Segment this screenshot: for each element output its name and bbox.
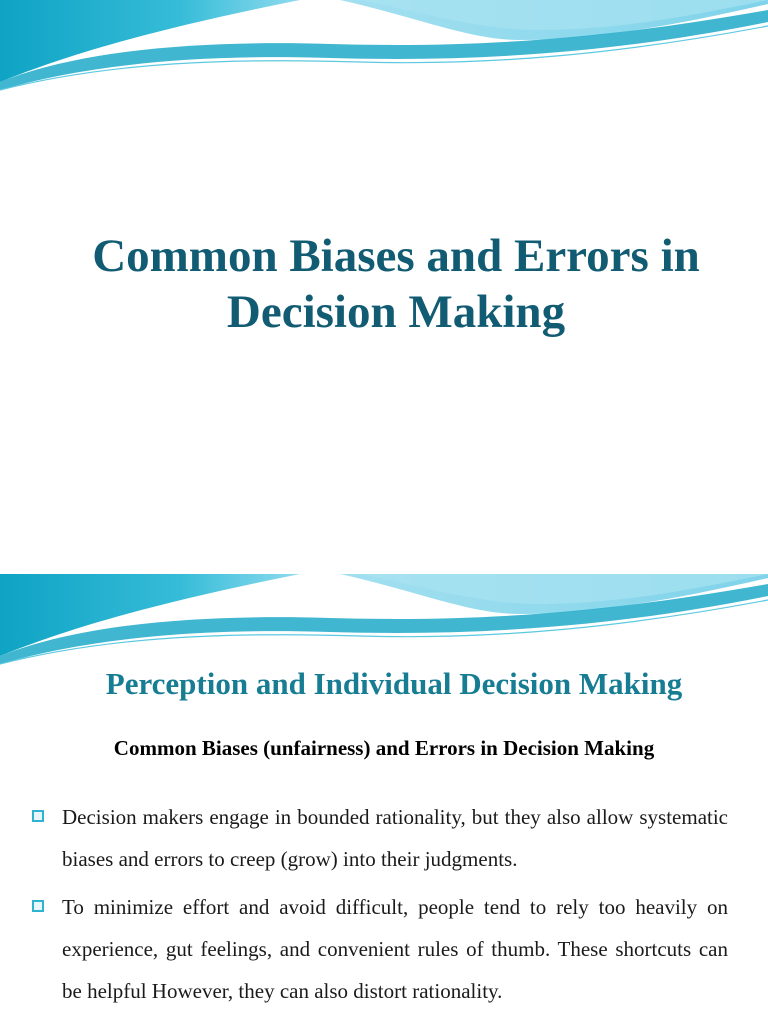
hollow-square-bullet-icon bbox=[32, 810, 44, 822]
hollow-square-bullet-icon bbox=[32, 900, 44, 912]
decorative-wave-banner bbox=[0, 0, 768, 100]
bullet-text: To minimize effort and avoid difficult, people tend to rely too heavily on experience, gut feelings, and convenient rules of thumb. These shortcuts can be helpful However, they can also distort rationality. bbox=[62, 895, 728, 1003]
slide-title: Perception and Individual Decision Making bbox=[105, 666, 683, 701]
bullet-list bbox=[30, 796, 728, 1018]
slide-subtitle: Common Biases (unfairness) and Errors in Decision Making bbox=[113, 736, 655, 760]
list-item bbox=[30, 796, 728, 880]
bullet-text: Decision makers engage in bounded rationality, but they also allow systematic biases and errors to creep (grow) into their judgments. bbox=[62, 805, 728, 871]
decorative-wave-banner bbox=[0, 574, 768, 674]
list-item bbox=[30, 886, 728, 1012]
content-slide bbox=[0, 574, 768, 1024]
slide-title: Common Biases and Errors in Decision Making bbox=[92, 230, 700, 338]
